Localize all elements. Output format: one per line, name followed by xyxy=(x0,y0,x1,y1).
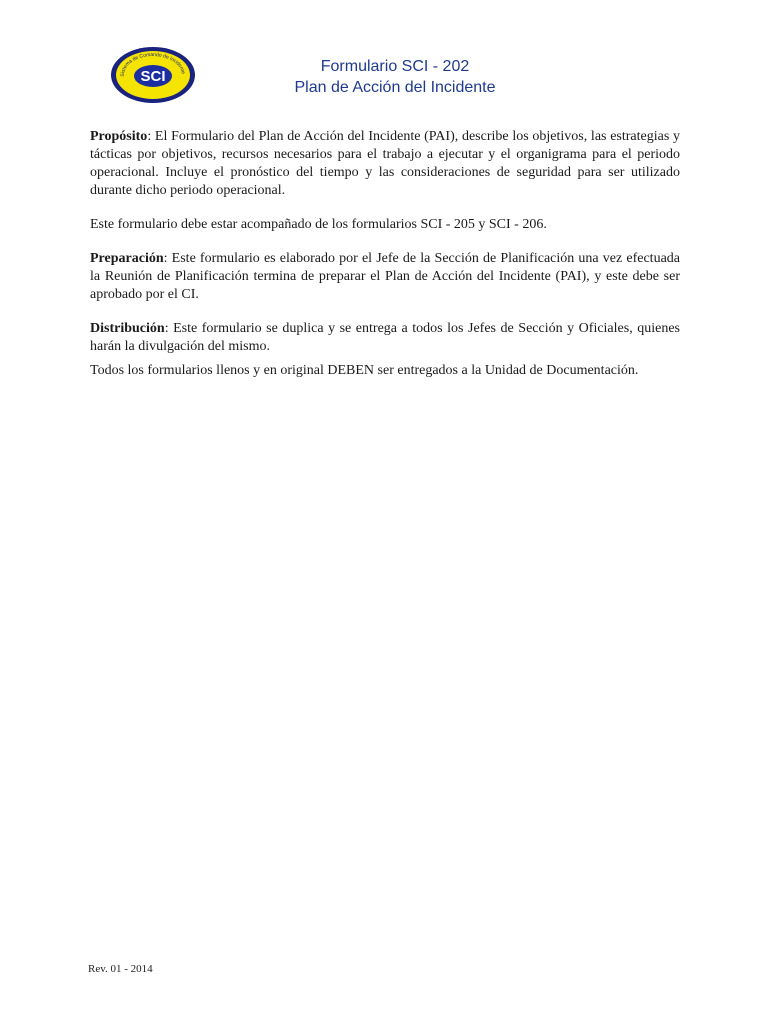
proposito-label: Propósito xyxy=(90,129,148,144)
preparacion-paragraph xyxy=(90,250,680,304)
logo-text: SCI xyxy=(140,68,166,85)
distribucion-label: Distribución xyxy=(90,321,165,336)
document-body xyxy=(90,128,680,396)
acompanado-paragraph: Este formulario debe estar acompañado de los formularios SCI - 205 y SCI - 206. xyxy=(90,217,547,232)
proposito-paragraph xyxy=(90,128,680,200)
page-subtitle: Plan de Acción del Incidente xyxy=(294,79,496,96)
distribucion-paragraph xyxy=(90,320,680,356)
page-title: Formulario SCI - 202 xyxy=(320,58,470,75)
todos-paragraph: Todos los formularios llenos y en original DEBEN ser entregados a la Unidad de Documentación. xyxy=(90,363,639,378)
sci-logo xyxy=(110,46,196,104)
header xyxy=(200,56,590,98)
preparacion-label: Preparación xyxy=(90,251,164,266)
distribucion-text: : Este formulario se duplica y se entrega a todos los Jefes de Sección y Oficiales, quienes harán la divulgación del mismo. xyxy=(90,321,680,354)
logo-arc-text: Sistema de Comando de Incidente xyxy=(119,51,186,77)
proposito-text: : El Formulario del Plan de Acción del Incidente (PAI), describe los objetivos, las estrategias y tácticas por objetivos, recursos necesarios para el trabajo a ejecutar y el organigrama para el periodo operacional. Incluye el pronóstico del tiempo y las consideraciones de seguridad para ser utilizado durante dicho periodo operacional. xyxy=(90,129,680,198)
preparacion-text: : Este formulario es elaborado por el Jefe de la Sección de Planificación una vez efectuada la Reunión de Planificación termina de preparar el Plan de Acción del Incidente (PAI), y este debe ser aprobado por el CI. xyxy=(90,251,680,302)
revision-footer: Rev. 01 - 2014 xyxy=(88,963,153,975)
